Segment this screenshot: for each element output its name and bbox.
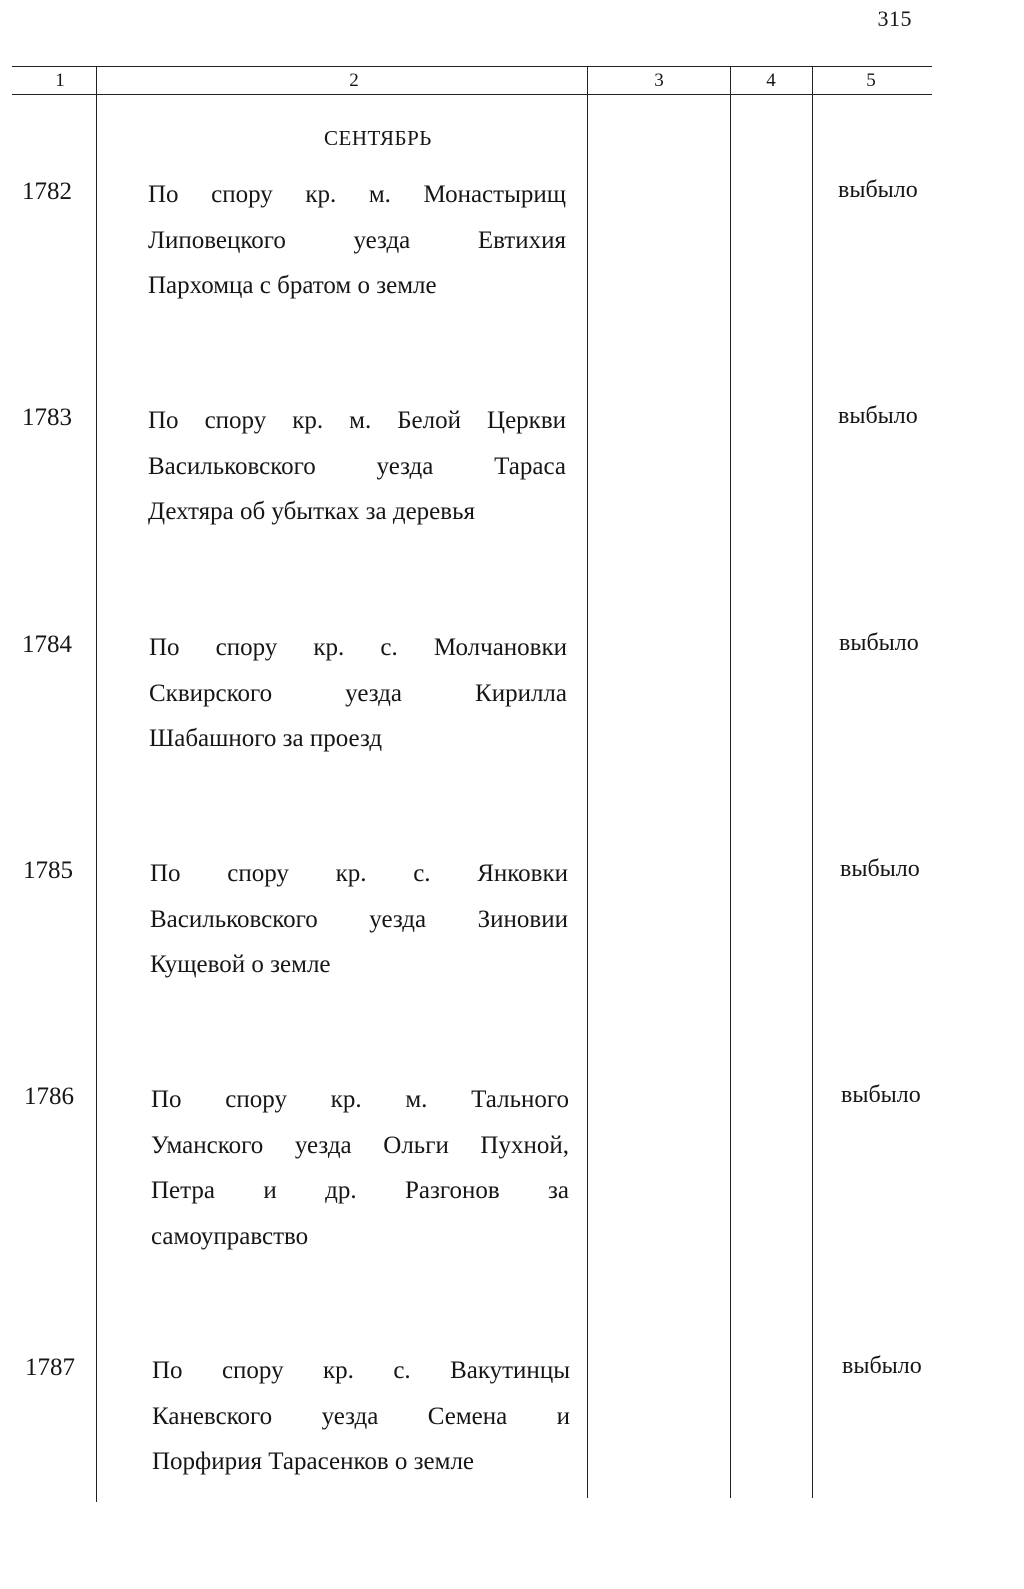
entry-description-line: Васильковского уезда Тараса <box>148 452 566 480</box>
column-number-2: 2 <box>349 70 359 91</box>
column-number-4: 4 <box>766 70 776 91</box>
entry-number: 1786 <box>24 1083 74 1110</box>
entry-description-line: Уманского уезда Ольги Пухной, <box>151 1131 569 1159</box>
column-number-5: 5 <box>866 70 876 91</box>
header-bottom-rule <box>12 94 932 95</box>
entry-number: 1785 <box>23 857 73 884</box>
entry-number: 1787 <box>25 1354 75 1381</box>
entry-status: выбыло <box>838 177 918 203</box>
page-number: 315 <box>877 6 912 31</box>
entry-description-line: Дехтяра об убытках за деревья <box>148 498 475 525</box>
entry-description-line: Липовецкого уезда Евтихия <box>148 226 566 254</box>
entry-description-line: По спору кр. с. Янковки <box>150 860 568 887</box>
entry-status: выбыло <box>840 856 920 882</box>
column-number-1: 1 <box>55 70 65 91</box>
entry-description-line: Сквирского уезда Кирилла <box>149 679 567 707</box>
entry-description-line: Кущевой о земле <box>150 951 331 978</box>
entry-description-line: Порфирия Тарасенков о земле <box>152 1448 475 1475</box>
entry-description-line: По спору кр. м. Тального <box>151 1086 569 1113</box>
entry-description <box>151 1077 569 1259</box>
entry-description-line: Петра и др. Разгонов за <box>151 1177 569 1204</box>
entry-status: выбыло <box>838 403 918 429</box>
entry-status: выбыло <box>839 630 919 656</box>
column-number-3: 3 <box>654 70 664 91</box>
entry-status: выбыло <box>842 1353 922 1379</box>
entry-description-line: По спору кр. с. Молчановки <box>149 634 567 661</box>
entry-description-line: Васильковского уезда Зиновии <box>150 905 568 933</box>
entry-description-line: По спору кр. м. Монастырищ <box>148 181 566 208</box>
entry-description <box>149 625 567 762</box>
entry-description-line: Шабашного за проезд <box>149 725 383 752</box>
entry-description-line: самоуправство <box>151 1222 309 1250</box>
column-divider-3 <box>730 66 731 1498</box>
entry-number: 1783 <box>22 404 72 431</box>
entry-status: выбыло <box>841 1082 921 1108</box>
entry-description-line: Пархомца с братом о земле <box>148 272 437 299</box>
entry-description <box>148 398 566 535</box>
month-heading: СЕНТЯБРЬ <box>324 126 432 150</box>
entry-description <box>150 851 568 988</box>
column-divider-2 <box>587 66 588 1498</box>
entry-description-line: По спору кр. с. Вакутинцы <box>152 1357 570 1384</box>
entry-description-line: Каневского уезда Семена и <box>152 1402 570 1430</box>
column-divider-1 <box>96 66 97 1502</box>
entry-number: 1782 <box>22 178 72 205</box>
entry-description-line: По спору кр. м. Белой Церкви <box>148 407 566 434</box>
column-divider-4 <box>812 66 813 1498</box>
entry-number: 1784 <box>22 631 72 658</box>
entry-description <box>152 1348 570 1485</box>
header-top-rule <box>12 66 932 67</box>
entry-description <box>148 172 566 309</box>
